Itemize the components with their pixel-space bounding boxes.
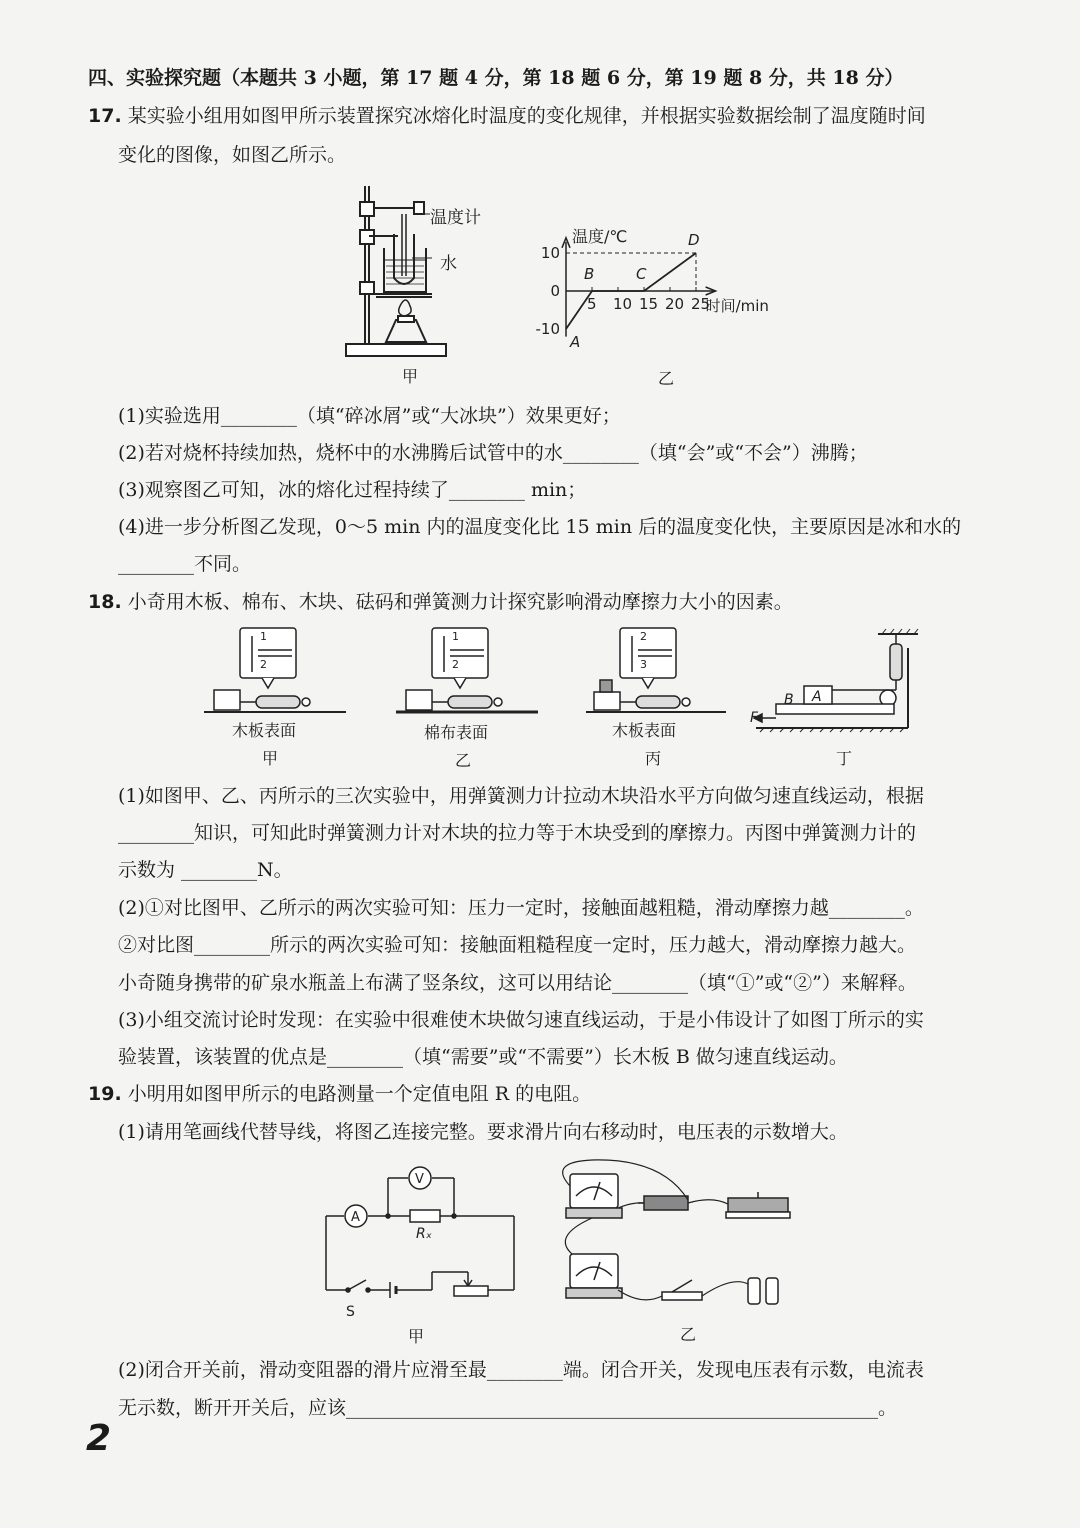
fig-yi-caption: 乙 [658,369,675,388]
voltmeter-symbol: V [415,1172,424,1187]
q18-part1-line3: 示数为 ________N。 [118,859,293,881]
q18-fig-ding [746,628,926,738]
point-label-A: A [570,333,581,351]
q18-part3-line2: 验装置，该装置的优点是________（填“需要”或“不需要”）长木板 B 做匀速直线运动。 [118,1046,848,1068]
q18-part2-line3: 小奇随身携带的矿泉水瓶盖上布满了竖条纹，这可以用结论________（填“①”或“②”）来解释。 [118,972,917,994]
y-tick-label: -10 [535,320,560,338]
block-A-label: A [812,689,822,705]
q18-fig-jia [200,622,350,720]
q19-number: 19. [88,1083,122,1105]
switch-label: S [346,1304,355,1320]
q17-part3: (3)观察图乙可知，冰的熔化过程持续了________ min； [118,479,587,501]
q18-fig-bing [584,622,734,720]
thermometer-label: 温度计 [430,208,481,228]
q19-part1: (1)请用笔画线代替导线，将图乙连接完整。要求滑片向右移动时，电压表的示数增大。 [118,1121,848,1143]
q17-part1: (1)实验选用________（填“碎冰屑”或“大冰块”）效果更好； [118,405,621,427]
q18-jia-scale-top: 1 [260,630,267,643]
q18-stem: 18. 小奇用木板、棉布、木块、砝码和弹簧测力计探究影响滑动摩擦力大小的因素。 [88,591,793,613]
ammeter-symbol: A [351,1210,360,1225]
q18-number: 18. [88,591,122,613]
q19-part2-line2: 无示数，断开开关后，应该________________________________________________________。 [118,1397,898,1419]
x-tick-label: 15 [639,295,659,313]
q19-stem: 19. 小明用如图甲所示的电路测量一个定值电阻 R 的电阻。 [88,1083,592,1105]
q19-physical-circuit [552,1156,812,1326]
point-label-D: D [688,231,700,249]
page-number: 2 [86,1418,112,1459]
board-B-label: B [784,692,794,708]
q17-part4-line1: (4)进一步分析图乙发现，0～5 min 内的温度变化比 15 min 后的温度变化快，主要原因是冰和水的 [118,516,962,538]
fig-jia-caption: 甲 [402,367,419,386]
q17-stem-line1: 17. 某实验小组用如图甲所示装置探究冰熔化时温度的变化规律，并根据实验数据绘制了温度随时间 [88,105,926,127]
q17-stem-line2: 变化的图像，如图乙所示。 [118,144,347,166]
force-F-label: F [750,710,759,726]
q18-bing-scale-top: 2 [640,630,647,643]
q17-part4-line2: ________不同。 [118,553,252,575]
point-label-C: C [636,265,647,283]
q18-part3-line1: (3)小组交流讨论时发现：在实验中很难使木块做匀速直线运动，于是小伟设计了如图丁所示的实 [118,1009,924,1031]
q18-yi-scale-bottom: 2 [452,658,459,671]
x-tick-label: 20 [665,295,685,313]
q17-number: 17. [88,105,122,127]
q18-yi-scale-top: 1 [452,630,459,643]
x-axis-label: 时间/min [705,297,769,315]
q18-yi-surface: 棉布表面 [424,723,489,742]
point-label-B: B [584,265,595,283]
q19-fig-yi-caption: 乙 [680,1325,697,1344]
y-axis-label: 温度/℃ [572,226,628,246]
q18-ding-caption: 丁 [836,749,853,768]
x-tick-label: 10 [613,295,633,313]
q17-part2: (2)若对烧杯持续加热，烧杯中的水沸腾后试管中的水________（填“会”或“不会”）沸腾； [118,442,868,464]
q18-jia-scale-bottom: 2 [260,658,267,671]
q18-jia-caption: 甲 [262,749,279,768]
q19-circuit-diagram [318,1160,518,1320]
q19-fig-jia-caption: 甲 [408,1327,425,1346]
q17-temperature-chart [520,195,800,375]
q19-part2-line1: (2)闭合开关前，滑动变阻器的滑片应滑至最________端。闭合开关，发现电压表有示数，电流表 [118,1359,924,1381]
q18-part1-line2: ________知识，可知此时弹簧测力计对木块的拉力等于木块受到的摩擦力。丙图中弹簧测力计的 [118,822,917,844]
y-tick-label: 0 [550,282,560,300]
q18-part2-line2: ②对比图________所示的两次实验可知：接触面粗糙程度一定时，压力越大，滑动摩擦力越大。 [118,934,917,956]
x-tick-label: 25 [691,295,711,313]
water-label: 水 [440,254,457,274]
y-tick-label: 10 [540,244,560,262]
q18-part2-line1: (2)①对比图甲、乙所示的两次实验可知：压力一定时，接触面越粗糙，滑动摩擦力越________。 [118,897,924,919]
q18-jia-surface: 木板表面 [232,721,297,740]
q18-bing-surface: 木板表面 [612,721,677,740]
q18-yi-caption: 乙 [455,751,472,770]
x-tick-label: 5 [587,295,597,313]
section-title: 四、实验探究题（本题共 3 小题，第 17 题 4 分，第 18 题 6 分，第 19 题 8 分，共 18 分） [88,67,904,89]
q18-bing-scale-bottom: 3 [640,658,647,671]
resistor-label: Rₓ [416,1226,432,1242]
q18-fig-yi [392,622,542,720]
q18-part1-line1: (1)如图甲、乙、丙所示的三次实验中，用弹簧测力计拉动木块沿水平方向做匀速直线运动，根据 [118,785,924,807]
q18-bing-caption: 丙 [645,749,662,768]
